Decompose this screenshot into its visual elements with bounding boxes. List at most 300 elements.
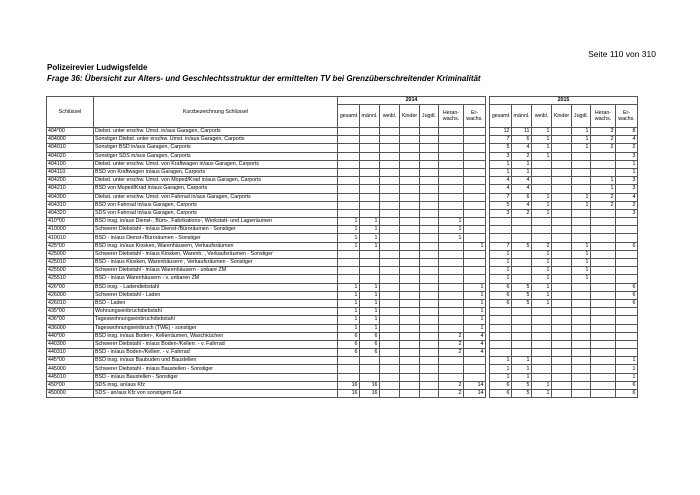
cell-2015 <box>572 365 591 373</box>
cell-2015 <box>616 250 638 258</box>
cell-2015 <box>532 357 552 365</box>
cell-2014: 1 <box>338 291 360 299</box>
cell-2015: 2 <box>591 144 616 152</box>
cell-2015 <box>572 168 591 176</box>
cell-2015: 2 <box>591 201 616 209</box>
cell-2015: 1 <box>490 357 512 365</box>
cell-2015 <box>572 283 591 291</box>
cell-2014 <box>420 218 439 226</box>
cell-2014 <box>439 193 464 201</box>
cell-2014 <box>380 308 400 316</box>
cell-2015: 4 <box>512 144 532 152</box>
cell-2015 <box>552 357 572 365</box>
cell-2015: 7 <box>490 242 512 250</box>
cell-2014 <box>439 152 464 160</box>
cell-2014: 1 <box>360 234 380 242</box>
cell-2014 <box>400 324 420 332</box>
cell-2014 <box>420 332 439 340</box>
cell-2015: 1 <box>572 193 591 201</box>
cell-2014 <box>400 373 420 381</box>
table-body <box>47 128 638 398</box>
cell-2015 <box>552 152 572 160</box>
cell-2015 <box>616 218 638 226</box>
cell-2015 <box>552 185 572 193</box>
cell-2015 <box>490 324 512 332</box>
cell-2014: 1 <box>464 291 486 299</box>
cell-2015: 5 <box>512 242 532 250</box>
cell-2014 <box>400 209 420 217</box>
cell-2015: 1 <box>512 357 532 365</box>
cell-2014 <box>380 275 400 283</box>
cell-2015 <box>512 340 532 348</box>
cell-2015 <box>591 234 616 242</box>
cell-2014 <box>439 283 464 291</box>
cell-2014: 1 <box>338 316 360 324</box>
cell-2014: 2 <box>439 381 464 389</box>
cell-2015 <box>572 390 591 398</box>
cell-2014 <box>464 226 486 234</box>
cell-2015: 1 <box>512 365 532 373</box>
cell-2015 <box>512 275 532 283</box>
table-row <box>47 283 638 291</box>
row-description: BSD - Laden <box>94 299 338 307</box>
row-key: 404110 <box>47 168 94 176</box>
table-row <box>47 390 638 398</box>
cell-2015 <box>591 390 616 398</box>
cell-2014 <box>420 357 439 365</box>
cell-2015 <box>552 218 572 226</box>
cell-2014 <box>338 250 360 258</box>
cell-2014 <box>360 144 380 152</box>
cell-2015 <box>552 128 572 136</box>
table-row <box>47 324 638 332</box>
cell-2015: 1 <box>532 259 552 267</box>
cell-2014: 1 <box>464 324 486 332</box>
row-description: BSD von Moped/Krad in/aus Garagen, Carports <box>94 185 338 193</box>
cell-2014 <box>338 259 360 267</box>
cell-2014 <box>420 250 439 258</box>
cell-2015 <box>572 291 591 299</box>
cell-2015: 1 <box>532 128 552 136</box>
cell-2015: 5 <box>490 144 512 152</box>
cell-2014 <box>380 209 400 217</box>
cell-2015 <box>512 308 532 316</box>
cell-2015 <box>532 349 552 357</box>
cell-2015 <box>572 152 591 160</box>
cell-2015: 6 <box>490 390 512 398</box>
cell-2014 <box>338 193 360 201</box>
cell-2014 <box>439 275 464 283</box>
cell-2014 <box>360 250 380 258</box>
cell-2015 <box>490 226 512 234</box>
cell-2015 <box>616 349 638 357</box>
cell-2014 <box>338 201 360 209</box>
cell-2014: 1 <box>464 308 486 316</box>
cell-2015: 2 <box>591 193 616 201</box>
row-description: BSD - in/aus Warenhäusern - v. unbaren ZM <box>94 275 338 283</box>
cell-2015 <box>512 349 532 357</box>
cell-2014 <box>380 283 400 291</box>
cell-2015 <box>512 332 532 340</box>
row-key: 440*00 <box>47 332 94 340</box>
cell-2015 <box>616 275 638 283</box>
cell-2015: 5 <box>490 201 512 209</box>
cell-2014 <box>420 340 439 348</box>
header-col-2014-5: Heran-wachs. <box>439 105 464 128</box>
cell-2014 <box>400 349 420 357</box>
cell-2014: 1 <box>360 308 380 316</box>
table-row <box>47 259 638 267</box>
cell-2014: 1 <box>464 299 486 307</box>
cell-2015: 1 <box>591 177 616 185</box>
cell-2015 <box>591 250 616 258</box>
cell-2015: 8 <box>616 128 638 136</box>
cell-2014 <box>380 250 400 258</box>
cell-2015: 3 <box>616 152 638 160</box>
cell-2014: 6 <box>360 340 380 348</box>
cell-2014: 1 <box>464 283 486 291</box>
cell-2015 <box>591 209 616 217</box>
cell-2014 <box>360 193 380 201</box>
cell-2015 <box>591 242 616 250</box>
cell-2015: 6 <box>616 242 638 250</box>
row-description: BSD - in/aus Boden-/Kellerr. - v. Fahrrad <box>94 349 338 357</box>
cell-2014 <box>400 390 420 398</box>
row-description: SDS - an/aus Kfz von sonstigem Gut <box>94 390 338 398</box>
row-description: BSD - in/aus Dienst-/Büroräumen - Sonstiger <box>94 234 338 242</box>
cell-2015: 1 <box>532 283 552 291</box>
cell-2014 <box>464 185 486 193</box>
cell-2015: 1 <box>591 185 616 193</box>
cell-2015: 6 <box>512 193 532 201</box>
cell-2014 <box>439 365 464 373</box>
cell-2014 <box>464 152 486 160</box>
row-key: 404020 <box>47 152 94 160</box>
cell-2014 <box>380 299 400 307</box>
cell-2014 <box>439 136 464 144</box>
cell-2015: 7 <box>490 136 512 144</box>
cell-2015: 6 <box>490 291 512 299</box>
cell-2014 <box>439 177 464 185</box>
cell-2015: 2 <box>512 209 532 217</box>
cell-2015: 5 <box>512 299 532 307</box>
table-row <box>47 209 638 217</box>
cell-2015 <box>512 316 532 324</box>
cell-2014 <box>464 128 486 136</box>
cell-2014 <box>360 357 380 365</box>
cell-2014 <box>380 365 400 373</box>
cell-2014 <box>338 365 360 373</box>
cell-2014: 4 <box>464 332 486 340</box>
cell-2015 <box>532 168 552 176</box>
cell-2015: 1 <box>616 365 638 373</box>
cell-2015: 3 <box>616 177 638 185</box>
cell-2014 <box>439 201 464 209</box>
cell-2015: 1 <box>490 259 512 267</box>
cell-2014: 2 <box>439 390 464 398</box>
cell-2014: 6 <box>360 349 380 357</box>
row-key: 404200 <box>47 177 94 185</box>
cell-2014 <box>420 259 439 267</box>
cell-2015 <box>532 324 552 332</box>
cell-2014 <box>400 316 420 324</box>
table-row <box>47 349 638 357</box>
header-col-2014-4: Jugdl. <box>420 105 439 128</box>
cell-2015 <box>490 218 512 226</box>
cell-2014 <box>464 177 486 185</box>
cell-2014 <box>420 349 439 357</box>
cell-2015: 1 <box>572 144 591 152</box>
header-col-2015-2: weibl. <box>532 105 552 128</box>
cell-2014 <box>420 283 439 291</box>
row-key: 410*00 <box>47 218 94 226</box>
row-key: 436000 <box>47 324 94 332</box>
header-key: Schlüssel <box>47 97 94 128</box>
cell-2015 <box>552 168 572 176</box>
cell-2015 <box>552 283 572 291</box>
table-row <box>47 152 638 160</box>
row-key: 404320 <box>47 209 94 217</box>
table-row <box>47 218 638 226</box>
cell-2015: 1 <box>490 267 512 275</box>
cell-2014 <box>420 136 439 144</box>
cell-2014 <box>439 357 464 365</box>
cell-2014 <box>420 381 439 389</box>
cell-2014 <box>380 234 400 242</box>
table-row <box>47 144 638 152</box>
cell-2014 <box>420 373 439 381</box>
cell-2015 <box>572 209 591 217</box>
table-row <box>47 136 638 144</box>
cell-2014 <box>400 128 420 136</box>
cell-2015: 3 <box>616 209 638 217</box>
cell-2014 <box>464 201 486 209</box>
row-key: 404010 <box>47 144 94 152</box>
cell-2015: 4 <box>616 193 638 201</box>
cell-2015 <box>532 234 552 242</box>
cell-2014 <box>420 234 439 242</box>
cell-2014 <box>338 152 360 160</box>
cell-2014 <box>420 226 439 234</box>
cell-2014 <box>360 209 380 217</box>
cell-2014 <box>464 218 486 226</box>
cell-2014 <box>380 267 400 275</box>
cell-2015 <box>572 177 591 185</box>
cell-2014 <box>420 209 439 217</box>
table-row <box>47 168 638 176</box>
cell-2015: 11 <box>512 128 532 136</box>
cell-2014 <box>439 259 464 267</box>
cell-2014 <box>338 136 360 144</box>
cell-2015: 6 <box>616 283 638 291</box>
cell-2015 <box>572 160 591 168</box>
cell-2014 <box>420 308 439 316</box>
row-key: 445010 <box>47 373 94 381</box>
cell-2015: 1 <box>490 168 512 176</box>
table-row <box>47 242 638 250</box>
cell-2014 <box>439 160 464 168</box>
cell-2015 <box>552 381 572 389</box>
cell-2015: 4 <box>490 185 512 193</box>
cell-2015 <box>591 381 616 389</box>
cell-2014: 1 <box>439 234 464 242</box>
row-description: Diebst. unter erschw. Umst. in/aus Garagen, Carports <box>94 128 338 136</box>
cell-2015: 1 <box>512 160 532 168</box>
row-key: 426000 <box>47 291 94 299</box>
cell-2015 <box>552 209 572 217</box>
header-col-2015-0: gesamt <box>490 105 512 128</box>
cell-2014: 1 <box>360 291 380 299</box>
cell-2015: 2 <box>616 201 638 209</box>
cell-2015: 4 <box>512 177 532 185</box>
row-key: 410010 <box>47 234 94 242</box>
cell-2014 <box>400 267 420 275</box>
cell-2014 <box>400 357 420 365</box>
cell-2015: 1 <box>572 242 591 250</box>
cell-2015 <box>552 324 572 332</box>
cell-2014 <box>380 316 400 324</box>
cell-2015: 1 <box>572 128 591 136</box>
cell-2014 <box>380 381 400 389</box>
cell-2014 <box>439 185 464 193</box>
cell-2014 <box>380 226 400 234</box>
cell-2015 <box>572 218 591 226</box>
cell-2015 <box>591 324 616 332</box>
cell-2014 <box>360 160 380 168</box>
table-row <box>47 299 638 307</box>
cell-2014 <box>400 152 420 160</box>
cell-2015: 1 <box>532 390 552 398</box>
cell-2014 <box>400 275 420 283</box>
cell-2014: 1 <box>338 234 360 242</box>
cell-2014 <box>439 291 464 299</box>
cell-2014 <box>360 373 380 381</box>
cell-2015: 1 <box>572 275 591 283</box>
cell-2015: 2 <box>512 152 532 160</box>
cell-2015 <box>552 193 572 201</box>
cell-2015 <box>572 316 591 324</box>
cell-2014 <box>400 160 420 168</box>
table-row <box>47 373 638 381</box>
cell-2015: 1 <box>532 299 552 307</box>
cell-2015 <box>616 234 638 242</box>
row-key: 404310 <box>47 201 94 209</box>
cell-2014: 14 <box>464 381 486 389</box>
cell-2015: 1 <box>490 373 512 381</box>
cell-2014: 1 <box>360 299 380 307</box>
cell-2015: 2 <box>532 242 552 250</box>
cell-2014 <box>420 316 439 324</box>
cell-2014 <box>380 324 400 332</box>
cell-2014 <box>420 201 439 209</box>
cell-2014: 1 <box>439 226 464 234</box>
cell-2015 <box>552 226 572 234</box>
cell-2014 <box>464 267 486 275</box>
cell-2015 <box>552 332 572 340</box>
cell-2015 <box>490 234 512 242</box>
cell-2015 <box>490 332 512 340</box>
cell-2014 <box>400 340 420 348</box>
cell-2015 <box>532 332 552 340</box>
cell-2015: 6 <box>616 390 638 398</box>
cell-2014 <box>400 250 420 258</box>
cell-2014: 1 <box>360 316 380 324</box>
table-row <box>47 226 638 234</box>
cell-2014: 4 <box>464 349 486 357</box>
cell-2015: 1 <box>572 267 591 275</box>
cell-2014 <box>400 218 420 226</box>
cell-2015: 3 <box>616 185 638 193</box>
cell-2014 <box>360 201 380 209</box>
cell-2014: 1 <box>464 316 486 324</box>
row-key: 440300 <box>47 340 94 348</box>
cell-2014 <box>360 259 380 267</box>
cell-2014 <box>464 234 486 242</box>
cell-2015 <box>572 299 591 307</box>
cell-2015 <box>572 373 591 381</box>
cell-2015 <box>552 365 572 373</box>
row-description: Tageswohnungseinbruch (TWE) - sonstiger <box>94 324 338 332</box>
cell-2014 <box>338 209 360 217</box>
page-number: Seite 110 von 310 <box>588 49 656 59</box>
cell-2014 <box>439 209 464 217</box>
cell-2014 <box>380 144 400 152</box>
table-row <box>47 332 638 340</box>
cell-2014 <box>420 128 439 136</box>
cell-2015: 1 <box>572 250 591 258</box>
row-key: 425510 <box>47 275 94 283</box>
cell-2015 <box>532 340 552 348</box>
cell-2015 <box>591 152 616 160</box>
row-description: BSD - in/aus Baustellen - Sonstiger <box>94 373 338 381</box>
cell-2014 <box>360 177 380 185</box>
cell-2014 <box>439 144 464 152</box>
cell-2015 <box>552 160 572 168</box>
cell-2014 <box>380 259 400 267</box>
cell-2015 <box>591 365 616 373</box>
cell-2015: 1 <box>512 373 532 381</box>
row-key: 404100 <box>47 160 94 168</box>
row-key: 404300 <box>47 193 94 201</box>
cell-2014 <box>400 291 420 299</box>
cell-2014 <box>380 218 400 226</box>
cell-2015 <box>512 250 532 258</box>
cell-2014 <box>420 324 439 332</box>
cell-2014 <box>439 316 464 324</box>
cell-2014 <box>380 340 400 348</box>
row-description: BSD insg. in/aus Dienst-, Büro-, Fabrikations-, Werkstatt- und Lagerräumen <box>94 218 338 226</box>
cell-2014 <box>400 185 420 193</box>
cell-2014 <box>400 365 420 373</box>
organization-title: Polizeirevier Ludwigsfelde <box>47 63 148 72</box>
cell-2014 <box>439 373 464 381</box>
cell-2014 <box>420 144 439 152</box>
row-description: BSD von Fahrrad in/aus Garagen, Carports <box>94 201 338 209</box>
row-description: BSD insg. - Ladendiebstahl <box>94 283 338 291</box>
cell-2014: 2 <box>439 349 464 357</box>
table-row <box>47 193 638 201</box>
row-description: Diebst. unter erschw. Umst. von Moped/Krad in/aus Garagen, Carports <box>94 177 338 185</box>
cell-2015: 6 <box>616 381 638 389</box>
row-description: BSD von Kraftwagen in/aus Garagen, Carports <box>94 168 338 176</box>
cell-2015: 6 <box>490 381 512 389</box>
cell-2015: 1 <box>532 136 552 144</box>
cell-2015: 2 <box>591 136 616 144</box>
cell-2015: 1 <box>572 201 591 209</box>
row-description: Sonstiger SDS in/aus Garagen, Carports <box>94 152 338 160</box>
cell-2014 <box>420 193 439 201</box>
cell-2015 <box>616 340 638 348</box>
